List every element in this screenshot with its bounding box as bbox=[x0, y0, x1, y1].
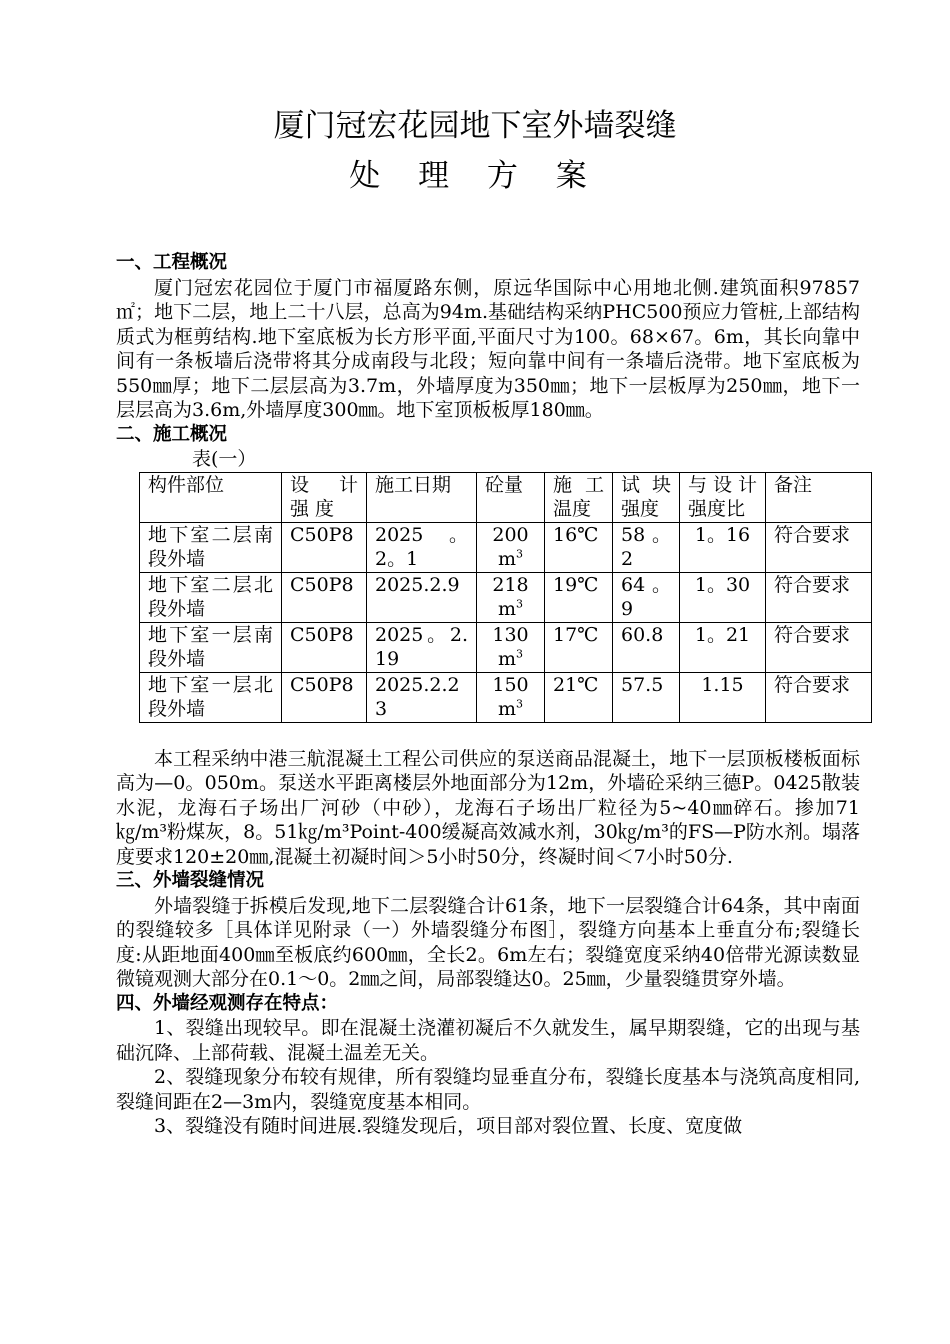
table-row bbox=[140, 622, 872, 672]
document-title: 厦门冠宏花园地下室外墙裂缝 bbox=[273, 108, 677, 144]
cell-volume bbox=[477, 572, 545, 622]
volume-value: 150 bbox=[492, 673, 529, 696]
header-cell: 与设计强度比 bbox=[680, 472, 766, 522]
cell-temperature: 16℃ bbox=[545, 522, 613, 572]
document-body bbox=[116, 251, 860, 1139]
cell-volume bbox=[477, 522, 545, 572]
table-caption: 表(一） bbox=[192, 448, 257, 470]
cell-temperature: 17℃ bbox=[545, 622, 613, 672]
cracks-paragraph: 外墙裂缝于拆模后发现,地下二层裂缝合计61条，地下一层裂缝合计64条，其中南面的裂缝较多［具体详见附录（一）外墙裂缝分布图］，裂缝方向基本上垂直分布;裂缝长度:从距地面400㎜至板底约600㎜，全长2。6m左右；裂缝宽度采纳40倍带光源读数显微镜观测大部分在0.1～0。2㎜之间，局部裂缝达0。25㎜，少量裂缝贯穿外墙。 bbox=[116, 894, 860, 990]
cell-strength: 58。2 bbox=[613, 522, 680, 572]
section-heading-construction: 二、施工概况 bbox=[116, 423, 228, 445]
cell-grade: C50P8 bbox=[282, 672, 367, 722]
list-item: 1、裂缝出现较早。即在混凝土浇灌初凝后不久就发生，属早期裂缝，它的出现与基础沉降、上部荷载、混凝土温差无关。 bbox=[116, 1017, 860, 1064]
cell-date: 2025.2.23 bbox=[367, 672, 477, 722]
list-item: 3、裂缝没有随时间进展.裂缝发现后，项目部对裂位置、长度、宽度做 bbox=[154, 1115, 743, 1137]
section-heading-features: 四、外墙经观测存在特点： bbox=[116, 992, 339, 1014]
cell-note: 符合要求 bbox=[766, 572, 872, 622]
overview-paragraph: 厦门冠宏花园位于厦门市福厦路东侧，原远华国际中心用地北侧.建筑面积97857㎡；地下二层，地上二十八层，总高为94m.基础结构采纳PHC500预应力管桩,上部结构质式为框剪结构.地下室底板为长方形平面,平面尺寸为100。68×67。6m，其长向靠中间有一条板墙后浇带将其分成南段与北段；短向靠中间有一条墙后浇带。地下室底板为550㎜厚；地下二层层高为3.7m，外墙厚度为350㎜；地下一层板厚为250㎜，地下一层层高为3.6m,外墙厚度300㎜。地下室顶板板厚180㎜。 bbox=[116, 276, 860, 421]
header-cell: 施工日期 bbox=[367, 472, 477, 522]
cell-grade: C50P8 bbox=[282, 572, 367, 622]
volume-unit-exponent: 3 bbox=[516, 547, 524, 561]
cell-ratio: 1。30 bbox=[680, 572, 766, 622]
volume-unit-exponent: 3 bbox=[516, 697, 524, 711]
header-cell: 构件部位 bbox=[140, 472, 282, 522]
cell-note: 符合要求 bbox=[766, 672, 872, 722]
cell-part: 地下室一层南段外墙 bbox=[140, 622, 282, 672]
header-cell: 设 计 强 度 bbox=[282, 472, 367, 522]
cell-date: 2025。2.19 bbox=[367, 622, 477, 672]
volume-unit-exponent: 3 bbox=[516, 647, 524, 661]
concrete-table bbox=[139, 472, 872, 723]
table-row bbox=[140, 672, 872, 722]
header-cell: 砼量 bbox=[477, 472, 545, 522]
header-cell: 备注 bbox=[766, 472, 872, 522]
cell-ratio: 1。21 bbox=[680, 622, 766, 672]
table-row bbox=[140, 522, 872, 572]
list-item: 2、裂缝现象分布较有规律，所有裂缝均显垂直分布，裂缝长度基本与浇筑高度相同,裂缝间距在2—3m内，裂缝宽度基本相同。 bbox=[116, 1066, 860, 1113]
cell-volume bbox=[477, 672, 545, 722]
concrete-paragraph: 本工程采纳中港三航混凝土工程公司供应的泵送商品混凝土，地下一层顶板楼板面标高为—0。050m。泵送水平距离楼层外地面部分为12m，外墙砼采纳三德P。0425散装水泥，龙海石子场出厂河砂（中砂），龙海石子场出厂粒径为5~40㎜碎石。掺加71㎏/m³粉煤灰，8。51㎏/m³Point-400缓凝高效减水剂，30㎏/m³的FS—P防水剂。塌落度要求120±20㎜,混凝土初凝时间＞5小时50分，终凝时间＜7小时50分. bbox=[116, 747, 860, 868]
cell-date: 2025。2。1 bbox=[367, 522, 477, 572]
volume-unit: m bbox=[497, 698, 517, 720]
cell-grade: C50P8 bbox=[282, 522, 367, 572]
volume-unit: m bbox=[497, 648, 517, 670]
table-header-row bbox=[140, 472, 872, 522]
cell-note: 符合要求 bbox=[766, 622, 872, 672]
cell-strength: 57.5 bbox=[613, 672, 680, 722]
cell-strength: 60.8 bbox=[613, 622, 680, 672]
section-heading-cracks: 三、外墙裂缝情况 bbox=[116, 870, 265, 891]
header-cell: 施 工 温度 bbox=[545, 472, 613, 522]
volume-value: 218 bbox=[492, 573, 529, 596]
cell-volume bbox=[477, 622, 545, 672]
volume-value: 200 bbox=[492, 523, 529, 546]
cell-part: 地下室二层北段外墙 bbox=[140, 572, 282, 622]
document-subtitle: 处 理 方 案 bbox=[349, 158, 601, 194]
header-cell: 试块强度 bbox=[613, 472, 680, 522]
table-row bbox=[140, 572, 872, 622]
cell-ratio: 1。16 bbox=[680, 522, 766, 572]
spacer bbox=[116, 723, 860, 747]
cell-ratio: 1.15 bbox=[680, 672, 766, 722]
cell-grade: C50P8 bbox=[282, 622, 367, 672]
cell-note: 符合要求 bbox=[766, 522, 872, 572]
volume-value: 130 bbox=[492, 623, 529, 646]
cell-date: 2025.2.9 bbox=[367, 572, 477, 622]
volume-unit-exponent: 3 bbox=[516, 597, 524, 611]
volume-unit: m bbox=[497, 598, 517, 620]
volume-unit: m bbox=[497, 548, 517, 570]
cell-temperature: 19℃ bbox=[545, 572, 613, 622]
cell-part: 地下室一层北段外墙 bbox=[140, 672, 282, 722]
cell-temperature: 21℃ bbox=[545, 672, 613, 722]
section-heading-overview: 一、工程概况 bbox=[116, 252, 228, 273]
cell-strength: 64。9 bbox=[613, 572, 680, 622]
cell-part: 地下室二层南段外墙 bbox=[140, 522, 282, 572]
